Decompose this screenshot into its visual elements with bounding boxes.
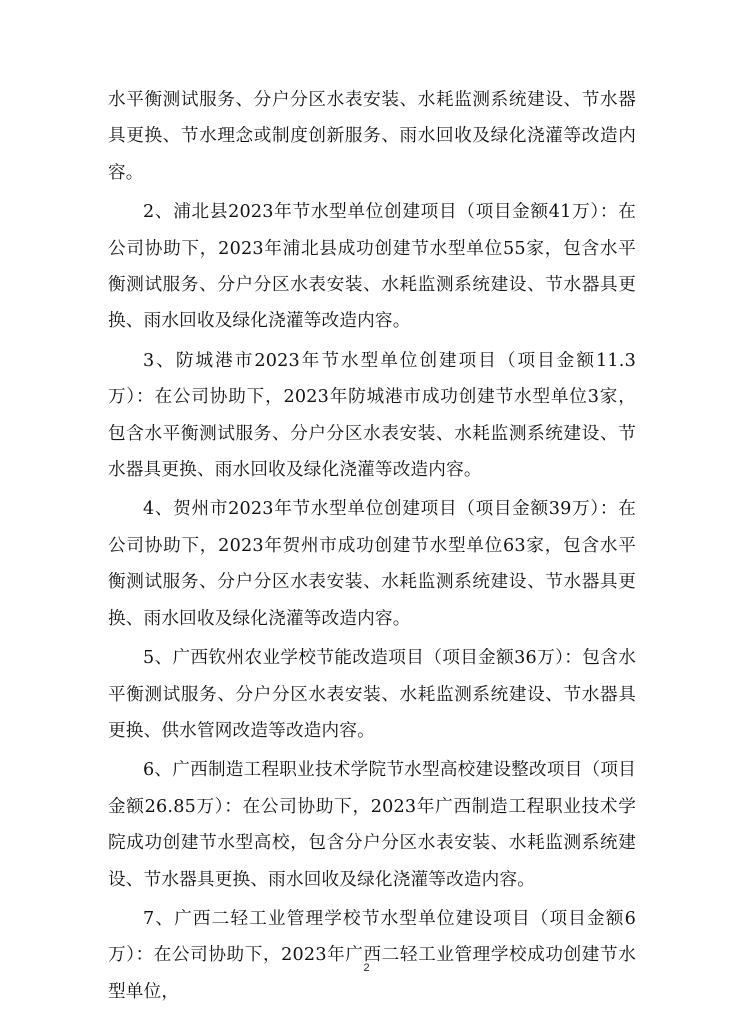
paragraph-item-7: 7、广西二轻工业管理学校节水型单位建设项目（项目金额6万）：在公司协助下，2023年广西二轻工业管理学校成功创建节水型单位，	[108, 908, 636, 1002]
paragraph-item-3: 3、防城港市2023年节水型单位创建项目（项目金额11.3万）：在公司协助下，2023年防城港市成功创建节水型单位3家，包含水平衡测试服务、分户分区水表安装、水耗监测系统建设、节水器具更换、雨水回收及绿化浇灌等改造内容。	[108, 350, 636, 481]
document-body	[108, 82, 636, 1013]
paragraph-item-4: 4、贺州市2023年节水型单位创建项目（项目金额39万）：在公司协助下，2023年贺州市成功创建节水型单位63家，包含水平衡测试服务、分户分区水表安装、水耗监测系统建设、节水器具更换、雨水回收及绿化浇灌等改造内容。	[108, 499, 636, 629]
paragraph-item-5: 5、广西钦州农业学校节能改造项目（项目金额36万）：包含水平衡测试服务、分户分区水表安装、水耗监测系统建设、节水器具更换、供水管网改造等改造内容。	[108, 648, 636, 741]
paragraph-item-2: 2、浦北县2023年节水型单位创建项目（项目金额41万）：在公司协助下，2023年浦北县成功创建节水型单位55家，包含水平衡测试服务、分户分区水表安装、水耗监测系统建设、节水器具更换、雨水回收及绿化浇灌等改造内容。	[108, 202, 636, 332]
paragraph-item-6: 6、广西制造工程职业技术学院节水型高校建设整改项目（项目金额26.85万）：在公司协助下，2023年广西制造工程职业技术学院成功创建节水型高校，包含分户分区水表安装、水耗监测系统建设、节水器具更换、雨水回收及绿化浇灌等改造内容。	[108, 760, 636, 890]
page-number: 2	[363, 962, 370, 974]
paragraph-continuation: 水平衡测试服务、分户分区水表安装、水耗监测系统建设、节水器具更换、节水理念或制度创新服务、雨水回收及绿化浇灌等改造内容。	[108, 90, 636, 183]
